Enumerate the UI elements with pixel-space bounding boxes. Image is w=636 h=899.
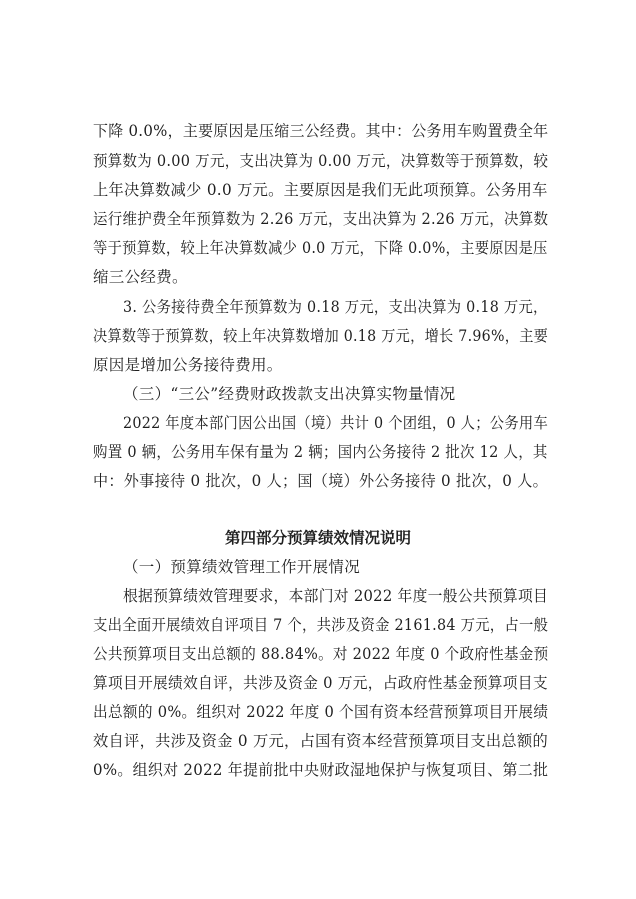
subsection-title: （三）“三公”经费财政拨款支出决算实物量情况 bbox=[123, 385, 456, 403]
paragraph-line: 缩三公经费。 bbox=[93, 268, 188, 286]
paragraph-line: 购置 0 辆，公务用车保有量为 2 辆；国内公务接待 2 批次 12 人，其 bbox=[93, 443, 548, 461]
paragraph-line: 0%。组织对 2022 年提前批中央财政湿地保护与恢复项目、第二批 bbox=[93, 761, 549, 779]
subsection-title: （一）预算绩效管理工作开展情况 bbox=[123, 558, 361, 576]
paragraph-line: 公共预算项目支出总额的 88.84%。对 2022 年度 0 个政府性基金预 bbox=[93, 645, 549, 663]
paragraph-line: 中：外事接待 0 批次，0 人；国（境）外公务接待 0 批次，0 人。 bbox=[93, 472, 549, 490]
paragraph-line: 根据预算绩效管理要求，本部门对 2022 年度一般公共预算项目 bbox=[123, 587, 549, 605]
paragraph-line: 3. 公务接待费全年预算数为 0.18 万元，支出决算为 0.18 万元， bbox=[123, 298, 548, 316]
paragraph-line: 2022 年度本部门因公出国（境）共计 0 个团组，0 人；公务用车 bbox=[123, 414, 549, 432]
paragraph-line: 决算数等于预算数，较上年决算数增加 0.18 万元，增长 7.96%，主要 bbox=[93, 327, 549, 345]
paragraph-line: 出总额的 0%。组织对 2022 年度 0 个国有资本经营预算项目开展绩 bbox=[93, 703, 549, 721]
paragraph-line: 上年决算数减少 0.0 万元。主要原因是我们无此项预算。公务用车 bbox=[93, 181, 548, 199]
paragraph-line: 算项目开展绩效自评，共涉及资金 0 万元，占政府性基金预算项目支 bbox=[93, 674, 548, 692]
paragraph-line: 下降 0.0%，主要原因是压缩三公经费。其中：公务用车购置费全年 bbox=[93, 122, 549, 140]
paragraph-line: 预算数为 0.00 万元，支出决算为 0.00 万元，决算数等于预算数，较 bbox=[93, 152, 549, 170]
paragraph-line: 原因是增加公务接待费用。 bbox=[93, 356, 283, 374]
part-heading: 第四部分预算绩效情况说明 bbox=[224, 528, 411, 547]
paragraph-line: 等于预算数，较上年决算数减少 0.0 万元，下降 0.0%，主要原因是压 bbox=[93, 239, 548, 257]
paragraph-line: 支出全面开展绩效自评项目 7 个，共涉及资金 2161.84 万元，占一般 bbox=[93, 616, 549, 634]
paragraph-line: 效自评，共涉及资金 0 万元，占国有资本经营预算项目支出总额的 bbox=[93, 732, 549, 750]
paragraph-line: 运行维护费全年预算数为 2.26 万元，支出决算为 2.26 万元，决算数 bbox=[93, 210, 549, 228]
